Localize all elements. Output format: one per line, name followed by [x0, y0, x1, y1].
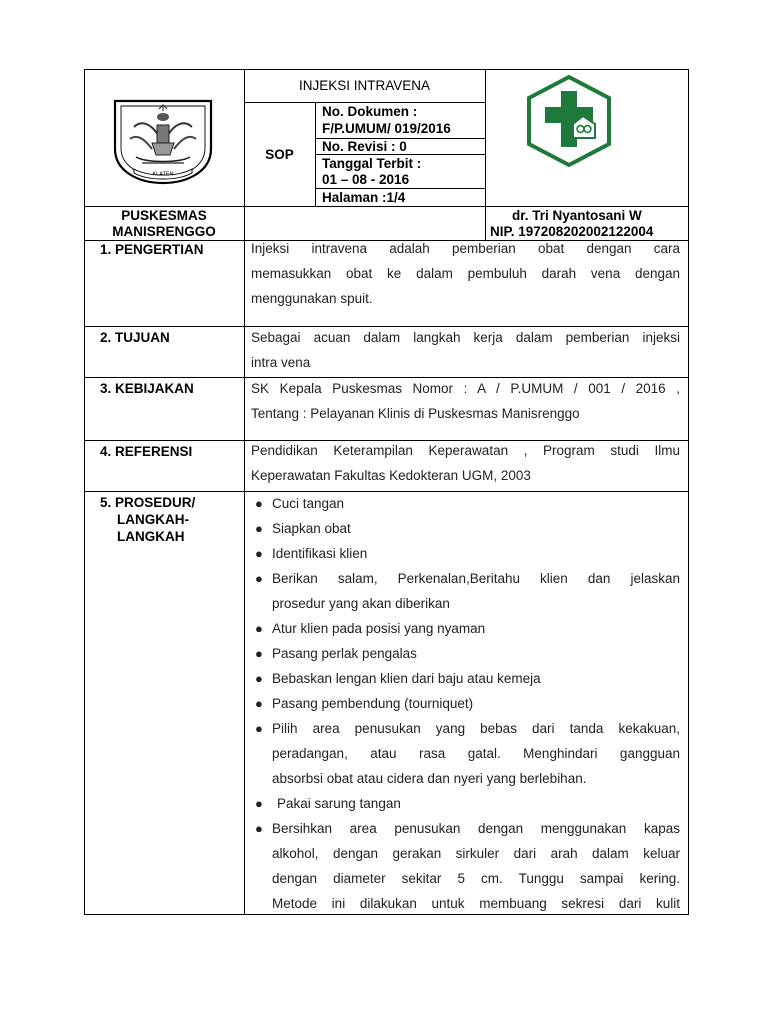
procedure-step: [253, 791, 680, 816]
kebijakan-line: SK Kepala Puskesmas Nomor : A / P.UMUM / 001 / 2016 ,: [251, 381, 680, 396]
section-label-pengertian: 1. PENGERTIAN: [100, 242, 204, 257]
bullet-icon: ●: [255, 646, 263, 661]
procedure-step-line: Atur klien pada posisi yang nyaman: [272, 621, 486, 636]
procedure-step-line: Pasang pembendung (tourniquet): [272, 696, 474, 711]
bullet-icon: ●: [255, 521, 263, 536]
page-number: Halaman :1/4: [322, 190, 406, 205]
section-body-pengertian: [251, 236, 680, 311]
bullet-icon: ●: [255, 796, 263, 811]
procedure-step-line: peradangan, atau rasa gatal. Menghindari gangguan: [272, 746, 680, 761]
procedure-step: [253, 666, 680, 691]
signer-nip: NIP. 197208202002122004: [490, 224, 654, 239]
org-name-line2: MANISRENGGO: [112, 224, 216, 239]
bullet-icon: ●: [255, 571, 263, 586]
procedure-step-line: Pilih area penusukan yang bebas dari tanda kekakuan,: [272, 721, 680, 736]
emblem-caption: KLATEN: [152, 171, 174, 178]
procedure-step: [253, 516, 680, 541]
bullet-icon: ●: [255, 721, 263, 736]
pengertian-line: menggunakan spuit.: [251, 291, 373, 306]
bullet-icon: ●: [255, 821, 263, 836]
procedure-step: [253, 641, 680, 666]
section-label-prosedur-1: 5. PROSEDUR/: [100, 495, 196, 510]
procedure-step-line: absorbsi obat atau cidera dan nyeri yang berlebihan.: [272, 771, 587, 786]
procedure-step-line: prosedur yang akan diberikan: [272, 596, 450, 611]
bullet-icon: ●: [255, 496, 263, 511]
section-label-prosedur-3: LANGKAH: [117, 529, 185, 544]
procedure-step: [253, 491, 680, 516]
section-body-kebijakan: [251, 376, 680, 426]
procedure-step-line: Bersihkan area penusukan dengan menggunakan kapas: [272, 821, 680, 836]
procedure-step: [253, 541, 680, 566]
section-body-tujuan: [251, 325, 680, 375]
doc-number-value: F/P.UMUM/ 019/2016: [322, 121, 451, 136]
procedure-step-line: Bebaskan lengan klien dari baju atau kemeja: [272, 671, 541, 686]
procedure-step-line: dengan diameter sekitar 5 cm. Tunggu sampai kering.: [272, 871, 680, 886]
tujuan-line: intra vena: [251, 355, 311, 370]
referensi-line: Keperawatan Fakultas Kedokteran UGM, 2003: [251, 468, 531, 483]
issue-date-label: Tanggal Terbit :: [322, 156, 422, 171]
procedure-step-line: Berikan salam, Perkenalan,Beritahu klien dan jelaskan: [272, 571, 680, 586]
sop-label: SOP: [265, 147, 294, 162]
procedure-step-line: Pasang perlak pengalas: [272, 646, 417, 661]
procedure-step: [253, 816, 680, 916]
section-label-kebijakan: 3. KEBIJAKAN: [100, 381, 194, 396]
procedure-step-line: Siapkan obat: [272, 521, 351, 536]
bullet-icon: ●: [255, 696, 263, 711]
procedure-step-line: Cuci tangan: [272, 496, 345, 511]
pengertian-line: memasukkan obat ke dalam pembuluh darah vena dengan: [251, 266, 680, 281]
procedure-steps-list: [253, 491, 680, 916]
procedure-step: [253, 716, 680, 791]
doc-number-label: No. Dokumen :: [322, 104, 418, 119]
procedure-step-line: Metode ini dilakukan untuk membuang sekresi dari kulit: [272, 896, 680, 911]
referensi-line: Pendidikan Keterampilan Keperawatan , Program studi Ilmu: [251, 443, 680, 458]
tujuan-line: Sebagai acuan dalam langkah kerja dalam pemberian injeksi: [251, 330, 680, 345]
table-border-right: [688, 69, 689, 915]
org-name-line1: PUSKESMAS: [121, 208, 207, 223]
kebijakan-line: Tentang : Pelayanan Klinis di Puskesmas Manisrenggo: [251, 406, 580, 421]
section-label-referensi: 4. REFERENSI: [100, 444, 193, 459]
bullet-icon: ●: [255, 671, 263, 686]
procedure-step: [253, 616, 680, 641]
section-label-tujuan: 2. TUJUAN: [100, 330, 170, 345]
signer-name: dr. Tri Nyantosani W: [512, 208, 642, 223]
pengertian-line: Injeksi intravena adalah pemberian obat dengan cara: [251, 241, 680, 256]
document-title: INJEKSI INTRAVENA: [298, 78, 431, 93]
table-border-top: [84, 69, 689, 70]
issue-date-value: 01 – 08 - 2016: [322, 172, 410, 187]
section-label-prosedur-2: LANGKAH-: [117, 512, 189, 527]
sop-column-divider: [315, 102, 316, 206]
section-body-referensi: [251, 438, 680, 488]
procedure-step-line: alkohol, dengan gerakan sirkuler dari arah dalam keluar: [272, 846, 680, 861]
bullet-icon: ●: [255, 546, 263, 561]
procedure-step: [253, 566, 680, 616]
table-border-left: [84, 69, 85, 915]
revision-number: No. Revisi : 0: [322, 139, 407, 154]
column-divider-main: [244, 69, 245, 915]
procedure-step-line: Pakai sarung tangan: [277, 796, 401, 811]
puskesmas-logo: [525, 74, 613, 168]
bullet-icon: ●: [255, 621, 263, 636]
klaten-emblem-logo: [112, 97, 214, 186]
logo-column-divider: [485, 69, 486, 241]
procedure-step: [253, 691, 680, 716]
procedure-step-line: Identifikasi klien: [272, 546, 368, 561]
